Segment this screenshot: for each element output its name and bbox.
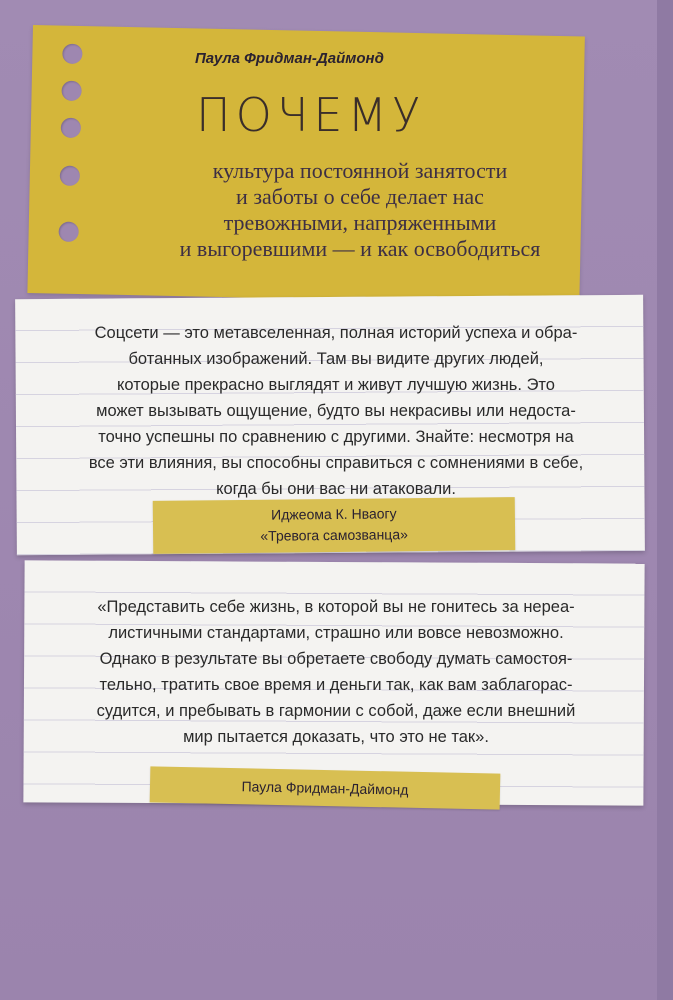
quote-line: точно успешны по сравнению с другими. Знайте: несмотря на <box>98 428 574 446</box>
quote-line: может вызывать ощущение, будто вы некрасивы или недоста- <box>96 402 576 420</box>
subtitle-line: тревожными, напряженными <box>223 210 497 235</box>
book-subtitle <box>110 158 610 262</box>
binder-hole <box>61 118 81 138</box>
quote-line: листичными стандартами, страшно или вовсе невозможно. <box>108 624 564 642</box>
attribution-name: Паула Фридман-Даймонд <box>241 778 409 798</box>
quote-attribution-tag <box>150 766 501 809</box>
cover-author: Паула Фридман-Даймонд <box>195 50 384 67</box>
binder-hole <box>58 222 78 242</box>
quote-line: ботанных изображений. Там вы видите других людей, <box>128 350 544 368</box>
quote-line: «Представить себе жизнь, в которой вы не гонитесь за нереа- <box>97 598 575 616</box>
quote-line: которые прекрасно выглядят и живут лучшую жизнь. Это <box>117 376 555 394</box>
quote-line: Однако в результате вы обретаете свободу думать самостоя- <box>99 650 573 668</box>
subtitle-line: и заботы о себе делает нас <box>236 184 484 209</box>
subtitle-line: культура постоянной занятости <box>212 158 508 183</box>
binder-hole <box>62 44 82 64</box>
quote-line: судится, и пребывать в гармонии с собой, даже если внешний <box>96 702 576 720</box>
quote-text <box>58 594 614 750</box>
attribution-name: Иджеома К. Нваогу <box>271 505 397 523</box>
quote-line: мир пытается доказать, что это не так». <box>183 728 489 746</box>
quote-line: Соцсети — это метавселенная, полная историй успеха и обра- <box>94 324 578 342</box>
quote-text <box>58 320 614 502</box>
quote-line: все эти влияния, вы способны справиться с сомнениями в себе, <box>88 454 584 472</box>
book-title: ПОЧЕМУ <box>196 88 426 142</box>
subtitle-line: и выгоревшими — и как освободиться <box>179 236 541 261</box>
binder-hole <box>60 166 80 186</box>
quote-attribution-tag <box>153 497 516 554</box>
cover-edge <box>657 0 673 1000</box>
quote-line: когда бы они вас ни атаковали. <box>216 480 456 498</box>
attribution-work: «Тревога самозванца» <box>260 526 408 544</box>
binder-hole <box>61 81 81 101</box>
quote-line: тельно, тратить свое время и деньги так, как вам заблагорас- <box>99 676 573 694</box>
